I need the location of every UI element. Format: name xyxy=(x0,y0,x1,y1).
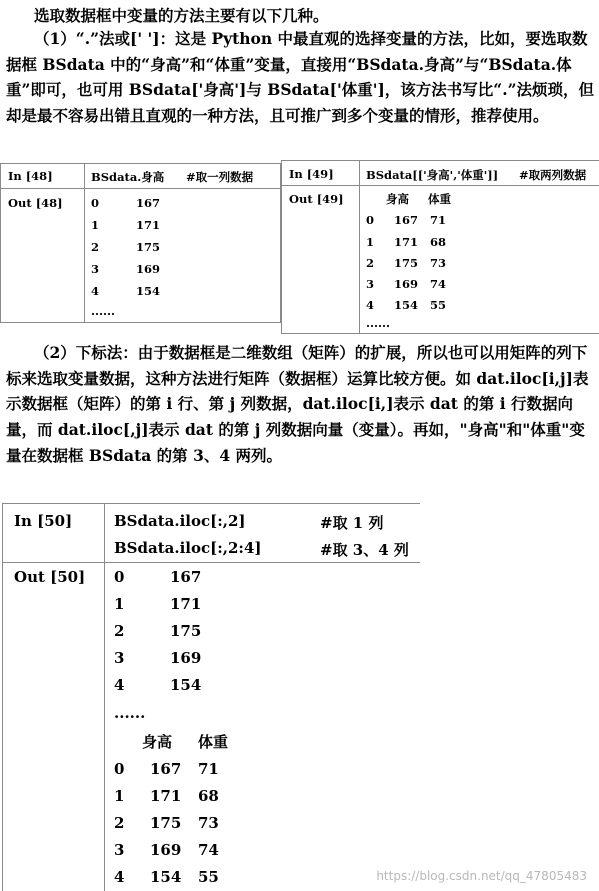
column-header: 体重 xyxy=(198,733,229,751)
row-value: 171 xyxy=(394,235,419,249)
row-value: 55 xyxy=(198,868,219,886)
row-value: 73 xyxy=(198,814,219,832)
row-value: 71 xyxy=(198,760,219,778)
row-value: 154 xyxy=(150,868,182,886)
code-table-50 xyxy=(2,503,420,891)
row-index: 1 xyxy=(91,218,100,232)
code-line: BSdata.身高 xyxy=(91,170,165,184)
ellipsis: ...... xyxy=(366,316,391,330)
row-index: 1 xyxy=(114,787,125,805)
code-comment: #取两列数据 xyxy=(519,168,587,182)
in-label: In [48] xyxy=(8,169,53,183)
row-value: 171 xyxy=(170,595,202,613)
watermark-url: https://blog.csdn.net/qq_47805483 xyxy=(376,869,587,883)
row-index: 3 xyxy=(366,277,375,291)
row-value: 68 xyxy=(430,235,447,249)
row-value: 169 xyxy=(394,277,419,291)
column-header: 身高 xyxy=(386,192,409,206)
row-index: 0 xyxy=(366,213,375,227)
row-value: 154 xyxy=(394,298,419,312)
code-comment: #取 3、4 列 xyxy=(320,541,409,559)
row-index: 3 xyxy=(91,262,100,276)
row-value: 73 xyxy=(430,256,447,270)
paragraph-method-1: （1）“.”法或[' ']：这是 Python 中最直观的选择变量的方法，比如，要选取数据框 BSdata 中的“身高”和“体重”变量，直接用“BSdata.身高”与“BSdata.体重”即可，也可用 BSdata['身高']与 BSdata['体重']，该方法书写比“.”法烦琐，但却是最不容易出错且直观的一种方法，且可推广到多个变量的情形，推荐使用。 xyxy=(6,29,595,125)
row-index: 4 xyxy=(366,298,375,312)
row-value: 169 xyxy=(170,649,202,667)
row-index: 2 xyxy=(114,622,125,640)
in-label: In [49] xyxy=(289,167,334,181)
row-index: 3 xyxy=(114,649,125,667)
row-value: 74 xyxy=(198,841,219,859)
out-label: Out [49] xyxy=(289,192,344,206)
row-index: 4 xyxy=(91,284,100,298)
row-value: 175 xyxy=(170,622,202,640)
code-comment: #取一列数据 xyxy=(186,170,254,184)
row-index: 0 xyxy=(114,760,125,778)
row-value: 167 xyxy=(170,568,202,586)
row-value: 175 xyxy=(150,814,182,832)
row-index: 3 xyxy=(114,841,125,859)
row-index: 0 xyxy=(91,196,100,210)
row-index: 2 xyxy=(114,814,125,832)
row-index: 1 xyxy=(366,235,375,249)
row-index: 2 xyxy=(91,240,100,254)
row-value: 167 xyxy=(150,760,182,778)
row-index: 0 xyxy=(114,568,125,586)
row-value: 74 xyxy=(430,277,447,291)
row-index: 2 xyxy=(366,256,375,270)
ellipsis: ...... xyxy=(114,704,146,722)
column-header: 体重 xyxy=(428,192,451,206)
code-table-48 xyxy=(0,163,281,323)
row-value: 171 xyxy=(150,787,182,805)
code-comment: #取 1 列 xyxy=(320,514,384,532)
row-index: 4 xyxy=(114,868,125,886)
row-value: 154 xyxy=(170,676,202,694)
code-line: BSdata.iloc[:,2:4] xyxy=(114,539,262,557)
row-value: 55 xyxy=(430,298,447,312)
code-line: BSdata[['身高','体重']] xyxy=(366,168,499,182)
row-value: 154 xyxy=(136,284,161,298)
row-value: 171 xyxy=(136,218,161,232)
code-line: BSdata.iloc[:,2] xyxy=(114,512,246,530)
row-value: 71 xyxy=(430,213,447,227)
out-label: Out [48] xyxy=(8,196,63,210)
row-index: 1 xyxy=(114,595,125,613)
intro-text: 选取数据框中变量的方法主要有以下几种。 xyxy=(34,6,329,25)
row-value: 68 xyxy=(198,787,219,805)
ellipsis: ...... xyxy=(91,304,116,318)
row-index: 4 xyxy=(114,676,125,694)
row-value: 167 xyxy=(394,213,419,227)
paragraph-method-2: （2）下标法：由于数据框是二维数组（矩阵）的扩展，所以也可以用矩阵的列下标来选取变量数据，这种方法进行矩阵（数据框）运算比较方便。如 dat.iloc[i,j]表示数据框（矩阵）的第 i 行、第 j 列数据，dat.iloc[i,]表示 dat 的第 i 行数据向量，而 dat.iloc[,j]表示 dat 的第 j 列数据向量（变量）。再如，"身高"和"体重"变量在数据框 BSdata 的第 3、4 两列。 xyxy=(6,343,589,465)
code-table-49 xyxy=(281,160,599,334)
row-value: 175 xyxy=(394,256,419,270)
row-value: 167 xyxy=(136,196,161,210)
row-value: 169 xyxy=(136,262,161,276)
row-value: 169 xyxy=(150,841,182,859)
column-header: 身高 xyxy=(142,733,173,751)
row-value: 175 xyxy=(136,240,161,254)
in-label: In [50] xyxy=(14,512,73,530)
out-label: Out [50] xyxy=(14,568,86,586)
